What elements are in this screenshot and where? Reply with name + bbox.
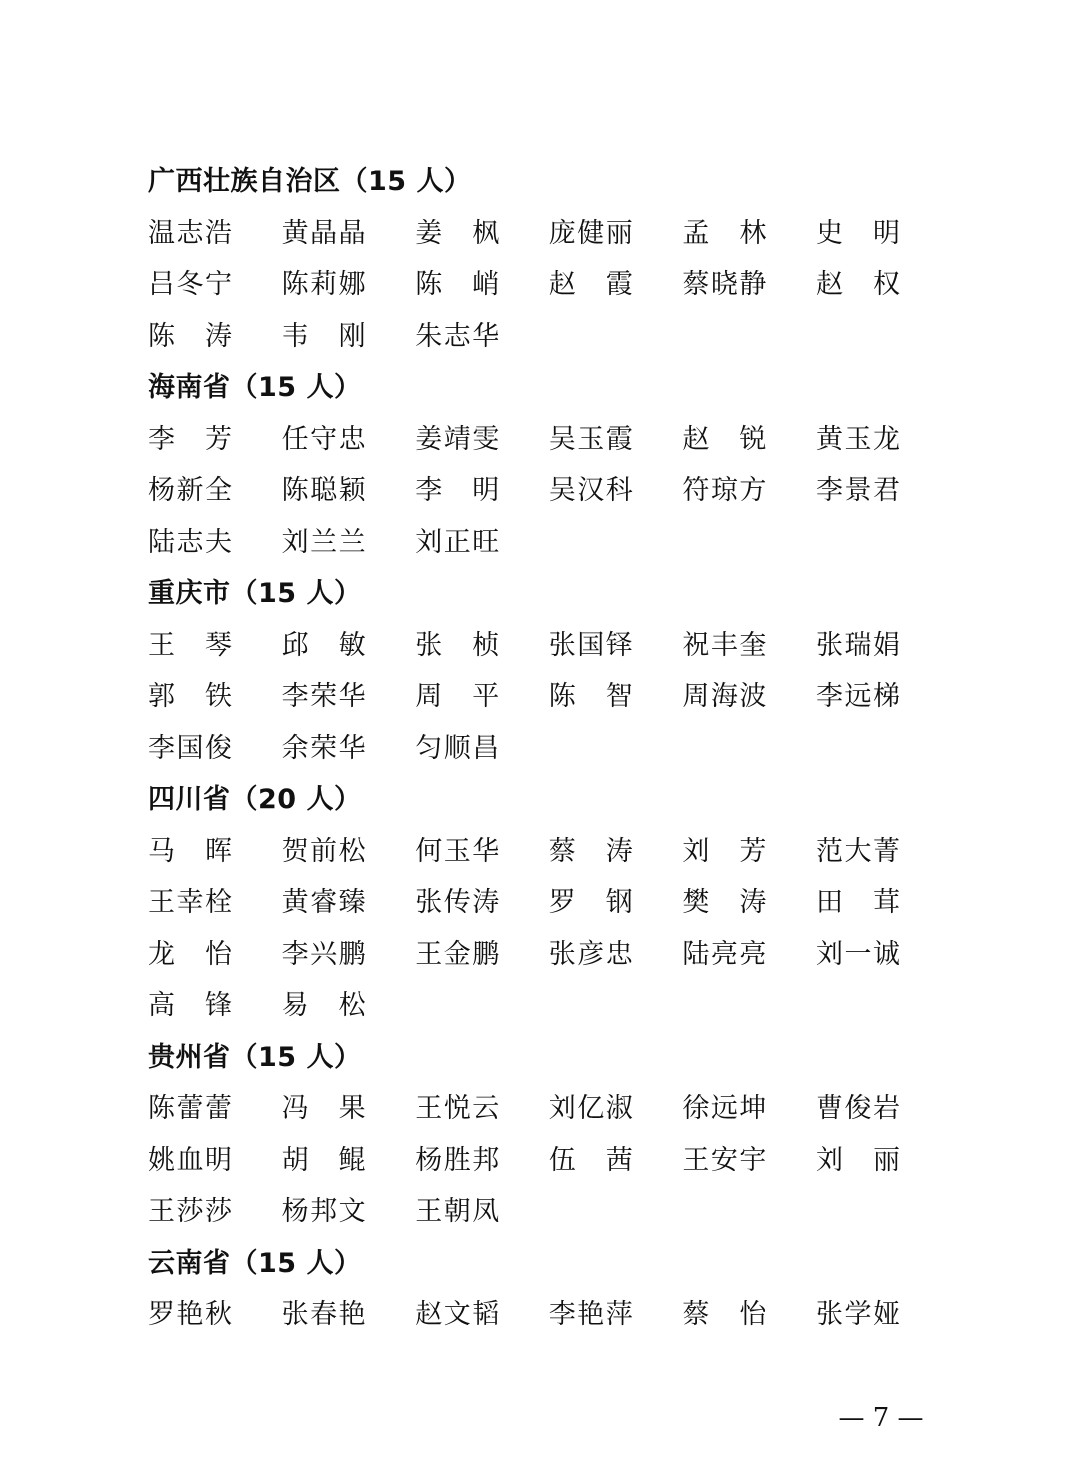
person-name: 刘 亿 淑 — [548, 1093, 633, 1124]
person-name: 田 茸 — [815, 887, 900, 918]
person-name: 何 玉 华 — [415, 835, 500, 867]
person-name: 刘 正 旺 — [415, 526, 500, 558]
person-name: 王 悦 云 — [415, 1093, 500, 1124]
person-name: 张 学 娅 — [815, 1299, 900, 1330]
person-name: 贺 前 松 — [281, 835, 366, 867]
person-name: 余 荣 华 — [281, 732, 366, 764]
person-name: 伍 茜 — [548, 1144, 633, 1176]
person-name: 匀 顺 昌 — [415, 732, 500, 764]
person-name: 姚 血 明 — [148, 1144, 232, 1176]
person-name: 黄 睿 臻 — [281, 887, 366, 918]
person-name: 韦 刚 — [281, 320, 366, 352]
person-name: 张 传 涛 — [415, 887, 500, 918]
person-name: 黄 玉 龙 — [815, 423, 900, 455]
page-number: — 7 — — [838, 1403, 924, 1433]
person-name: 赵 霞 — [548, 269, 633, 300]
person-name: 史 明 — [815, 217, 900, 249]
person-name: 周 海 波 — [682, 681, 767, 712]
person-name: 李 荣 华 — [281, 681, 366, 712]
person-name: 周 平 — [415, 681, 500, 712]
person-name: 吕 冬 宁 — [148, 269, 232, 300]
person-name: 刘 一 诚 — [815, 938, 900, 970]
person-name: 李 芳 — [148, 423, 232, 455]
person-name: 陈 莉 娜 — [281, 269, 366, 300]
person-name: 黄 晶 晶 — [281, 217, 366, 249]
person-name: 蔡 怡 — [682, 1299, 767, 1330]
person-name: 孟 林 — [682, 217, 767, 249]
name-list-page — [148, 156, 938, 1341]
person-name: 王 朝 凤 — [415, 1196, 500, 1227]
person-name: 王 幸 栓 — [148, 887, 232, 918]
section-heading: 四川省（20 人） — [148, 784, 362, 815]
section-heading: 海南省（15 人） — [148, 372, 362, 403]
person-name: 王 安 宇 — [682, 1144, 767, 1176]
person-name: 赵 锐 — [682, 423, 767, 455]
person-name: 陈 峭 — [415, 269, 500, 300]
person-name: 张 桢 — [415, 629, 500, 661]
person-name: 赵 权 — [815, 269, 900, 300]
person-name: 陈 涛 — [148, 320, 232, 352]
section-heading: 重庆市（15 人） — [148, 578, 362, 609]
person-name: 朱 志 华 — [415, 320, 500, 352]
name-grid — [148, 1083, 938, 1238]
person-name: 李 远 梯 — [815, 681, 900, 712]
person-name: 符 琼 方 — [682, 475, 767, 506]
person-name: 温 志 浩 — [148, 217, 232, 249]
person-name: 龙 怡 — [148, 938, 232, 970]
person-name: 张 国 铎 — [548, 629, 633, 661]
person-name: 张 春 艳 — [281, 1299, 366, 1330]
name-grid — [148, 1289, 938, 1341]
person-name: 姜 枫 — [415, 217, 500, 249]
person-name: 刘 兰 兰 — [281, 526, 366, 558]
person-name: 罗 艳 秋 — [148, 1299, 232, 1330]
person-name: 王 琴 — [148, 629, 232, 661]
person-name: 姜 靖 雯 — [415, 423, 500, 455]
person-name: 邱 敏 — [281, 629, 366, 661]
person-name: 胡 鲲 — [281, 1144, 366, 1176]
person-name: 吴 玉 霞 — [548, 423, 633, 455]
section-heading: 广西壮族自治区（15 人） — [148, 166, 472, 197]
person-name: 郭 铁 — [148, 681, 232, 712]
name-grid — [148, 208, 938, 363]
person-name: 蔡 晓 静 — [682, 269, 767, 300]
person-name: 张 瑞 娟 — [815, 629, 900, 661]
name-grid — [148, 826, 938, 1032]
person-name: 曹 俊 岩 — [815, 1093, 900, 1124]
person-name: 陈 智 — [548, 681, 633, 712]
person-name: 杨 胜 邦 — [415, 1144, 500, 1176]
person-name: 陈 蕾 蕾 — [148, 1093, 232, 1124]
section-heading: 贵州省（15 人） — [148, 1041, 362, 1073]
person-name: 李 国 俊 — [148, 732, 232, 764]
person-name: 蔡 涛 — [548, 835, 633, 867]
person-name: 陈 聪 颖 — [281, 475, 366, 506]
person-name: 李 艳 萍 — [548, 1299, 633, 1330]
person-name: 李 明 — [415, 475, 500, 506]
name-grid — [148, 620, 938, 775]
person-name: 陆 亮 亮 — [682, 938, 767, 970]
person-name: 范 大 菁 — [815, 835, 900, 867]
person-name: 任 守 忠 — [281, 423, 366, 455]
person-name: 马 晖 — [148, 835, 232, 867]
person-name: 赵 文 韬 — [415, 1299, 500, 1330]
person-name: 王 金 鹏 — [415, 938, 500, 970]
person-name: 祝 丰 奎 — [682, 629, 767, 661]
person-name: 吴 汉 科 — [548, 475, 633, 506]
person-name: 罗 钢 — [548, 887, 633, 918]
person-name: 徐 远 坤 — [682, 1093, 767, 1124]
person-name: 王 莎 莎 — [148, 1196, 232, 1227]
name-grid — [148, 414, 938, 569]
person-name: 刘 丽 — [815, 1144, 900, 1176]
person-name: 刘 芳 — [682, 835, 767, 867]
person-name: 李 景 君 — [815, 475, 900, 506]
person-name: 杨 邦 文 — [281, 1196, 366, 1227]
person-name: 张 彦 忠 — [548, 938, 633, 970]
person-name: 李 兴 鹏 — [281, 938, 366, 970]
person-name: 樊 涛 — [682, 887, 767, 918]
person-name: 冯 果 — [281, 1093, 366, 1124]
person-name: 易 松 — [281, 990, 366, 1021]
section-heading: 云南省（15 人） — [148, 1247, 362, 1279]
person-name: 庞 健 丽 — [548, 217, 633, 249]
person-name: 高 锋 — [148, 990, 232, 1021]
person-name: 杨 新 全 — [148, 475, 232, 506]
person-name: 陆 志 夫 — [148, 526, 232, 558]
